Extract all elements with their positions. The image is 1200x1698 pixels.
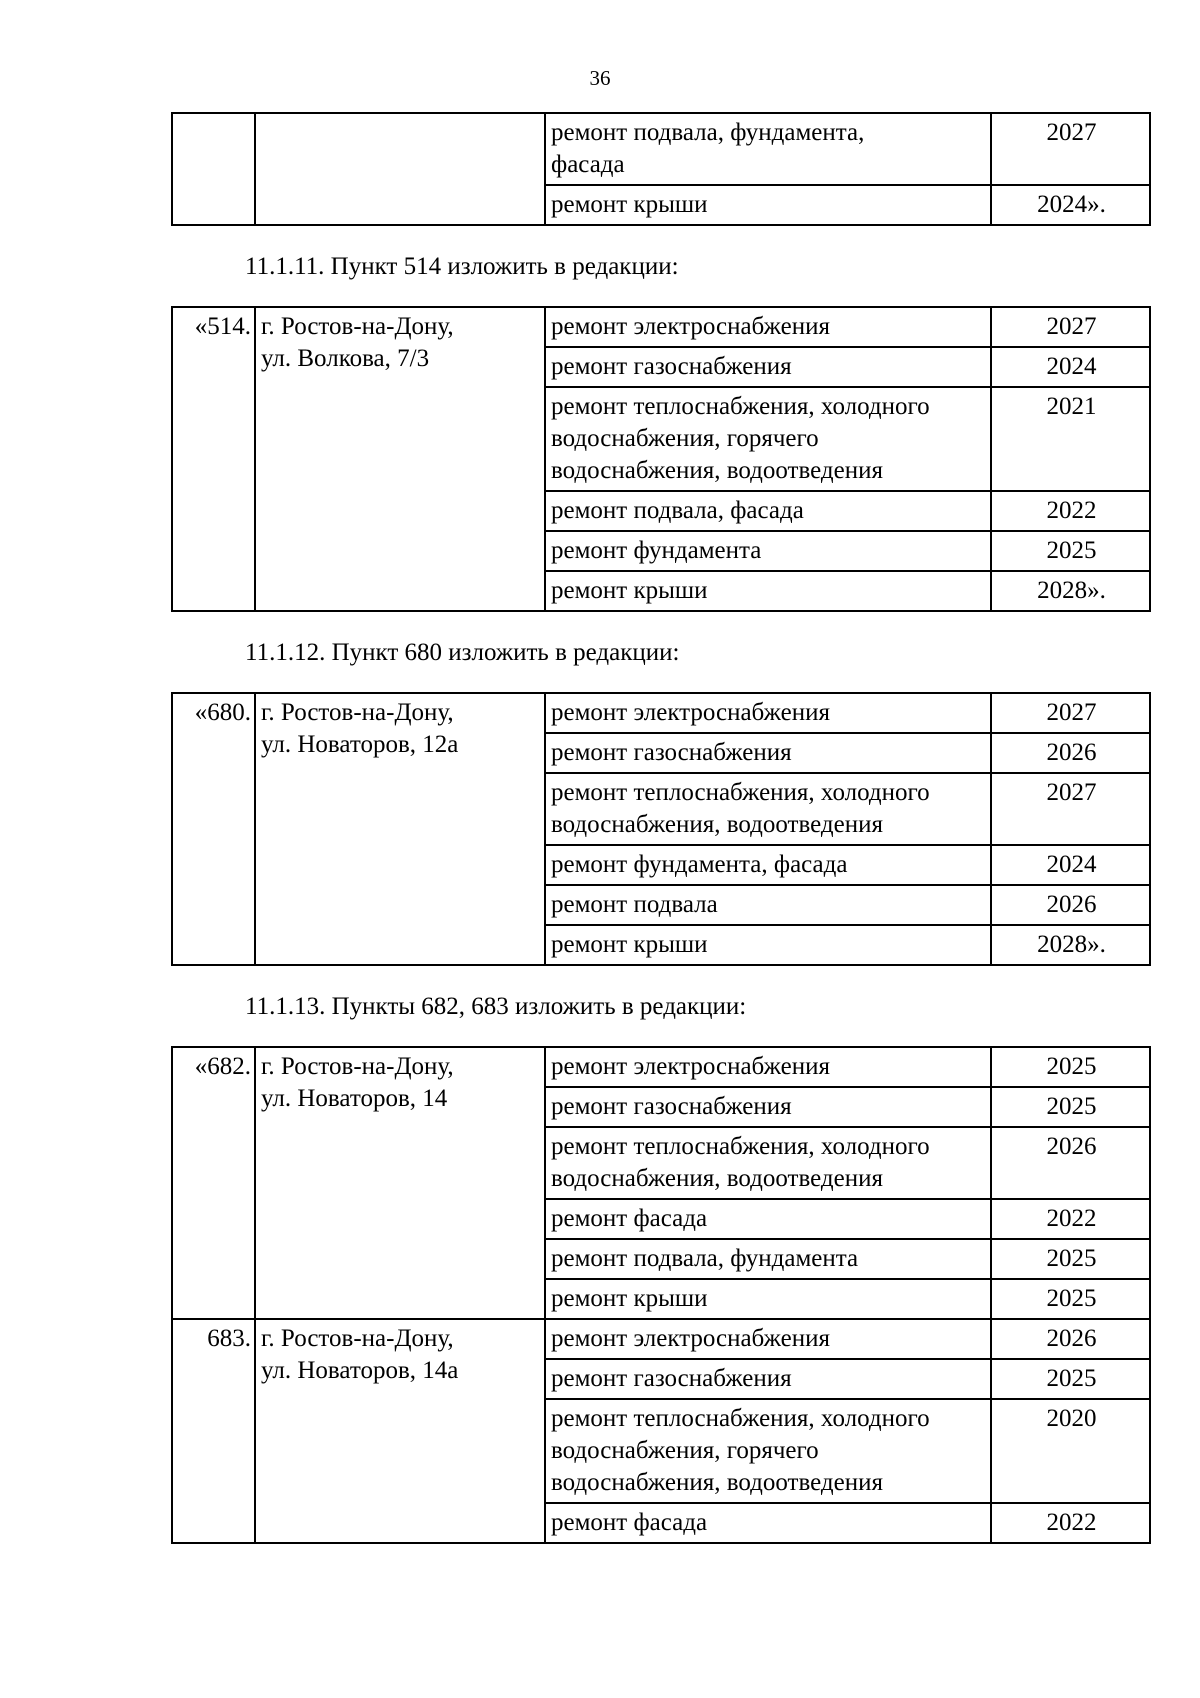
continuation-table <box>171 112 1151 226</box>
year-cell: 2026 <box>991 1127 1150 1199</box>
year-cell: 2022 <box>991 491 1150 531</box>
work-cell: ремонт крыши <box>545 571 991 611</box>
table-row <box>172 113 1150 185</box>
year-cell: 2024 <box>991 845 1150 885</box>
item-number-cell: 683. <box>172 1319 255 1543</box>
year-cell: 2027 <box>991 113 1150 185</box>
work-cell: ремонт теплоснабжения, холодного водоснабжения, водоотведения <box>545 773 991 845</box>
year-cell: 2028». <box>991 571 1150 611</box>
work-cell: ремонт теплоснабжения, холодного водоснабжения, водоотведения <box>545 1127 991 1199</box>
item-number-cell: «680. <box>172 693 255 965</box>
address-cell: г. Ростов-на-Дону, ул. Новаторов, 14а <box>255 1319 545 1543</box>
address-cell: г. Ростов-на-Дону, ул. Новаторов, 14 <box>255 1047 545 1319</box>
work-cell: ремонт крыши <box>545 1279 991 1319</box>
work-cell: ремонт электроснабжения <box>545 1319 991 1359</box>
section-heading-682-683: 11.1.13. Пункты 682, 683 изложить в редакции: <box>245 993 747 1020</box>
year-cell: 2025 <box>991 1239 1150 1279</box>
table-680 <box>171 692 1151 966</box>
work-cell: ремонт фундамента, фасада <box>545 845 991 885</box>
address-cell: г. Ростов-на-Дону, ул. Волкова, 7/3 <box>255 307 545 611</box>
item-number-cell: «514. <box>172 307 255 611</box>
year-cell: 2028». <box>991 925 1150 965</box>
year-cell: 2027 <box>991 307 1150 347</box>
year-cell: 2025 <box>991 531 1150 571</box>
address-cell: г. Ростов-на-Дону, ул. Новаторов, 12а <box>255 693 545 965</box>
item-number-cell <box>172 113 255 225</box>
work-cell: ремонт газоснабжения <box>545 1087 991 1127</box>
year-cell: 2020 <box>991 1399 1150 1503</box>
work-cell: ремонт крыши <box>545 185 991 225</box>
table-row <box>172 1047 1150 1087</box>
work-cell: ремонт подвала, фундамента, фасада <box>545 113 991 185</box>
work-cell: ремонт крыши <box>545 925 991 965</box>
work-cell: ремонт теплоснабжения, холодного водоснабжения, горячего водоснабжения, водоотведения <box>545 1399 991 1503</box>
work-cell: ремонт подвала, фундамента <box>545 1239 991 1279</box>
year-cell: 2025 <box>991 1047 1150 1087</box>
table-682-683 <box>171 1046 1151 1544</box>
year-cell: 2027 <box>991 773 1150 845</box>
year-cell: 2026 <box>991 733 1150 773</box>
address-cell <box>255 113 545 225</box>
year-cell: 2022 <box>991 1199 1150 1239</box>
year-cell: 2022 <box>991 1503 1150 1543</box>
year-cell: 2021 <box>991 387 1150 491</box>
work-cell: ремонт подвала <box>545 885 991 925</box>
work-cell: ремонт электроснабжения <box>545 1047 991 1087</box>
table-row <box>172 693 1150 733</box>
year-cell: 2024». <box>991 185 1150 225</box>
work-cell: ремонт электроснабжения <box>545 307 991 347</box>
section-heading-680: 11.1.12. Пункт 680 изложить в редакции: <box>245 639 680 666</box>
section-heading-514: 11.1.11. Пункт 514 изложить в редакции: <box>245 253 679 280</box>
year-cell: 2025 <box>991 1087 1150 1127</box>
table-514 <box>171 306 1151 612</box>
table-row <box>172 307 1150 347</box>
work-cell: ремонт газоснабжения <box>545 1359 991 1399</box>
year-cell: 2027 <box>991 693 1150 733</box>
year-cell: 2025 <box>991 1359 1150 1399</box>
work-cell: ремонт электроснабжения <box>545 693 991 733</box>
year-cell: 2024 <box>991 347 1150 387</box>
table-row <box>172 1319 1150 1359</box>
work-cell: ремонт подвала, фасада <box>545 491 991 531</box>
year-cell: 2025 <box>991 1279 1150 1319</box>
year-cell: 2026 <box>991 885 1150 925</box>
work-cell: ремонт теплоснабжения, холодного водоснабжения, горячего водоснабжения, водоотведения <box>545 387 991 491</box>
work-cell: ремонт фундамента <box>545 531 991 571</box>
work-cell: ремонт газоснабжения <box>545 733 991 773</box>
page-number: 36 <box>589 66 611 90</box>
work-cell: ремонт газоснабжения <box>545 347 991 387</box>
year-cell: 2026 <box>991 1319 1150 1359</box>
item-number-cell: «682. <box>172 1047 255 1319</box>
work-cell: ремонт фасада <box>545 1199 991 1239</box>
work-cell: ремонт фасада <box>545 1503 991 1543</box>
